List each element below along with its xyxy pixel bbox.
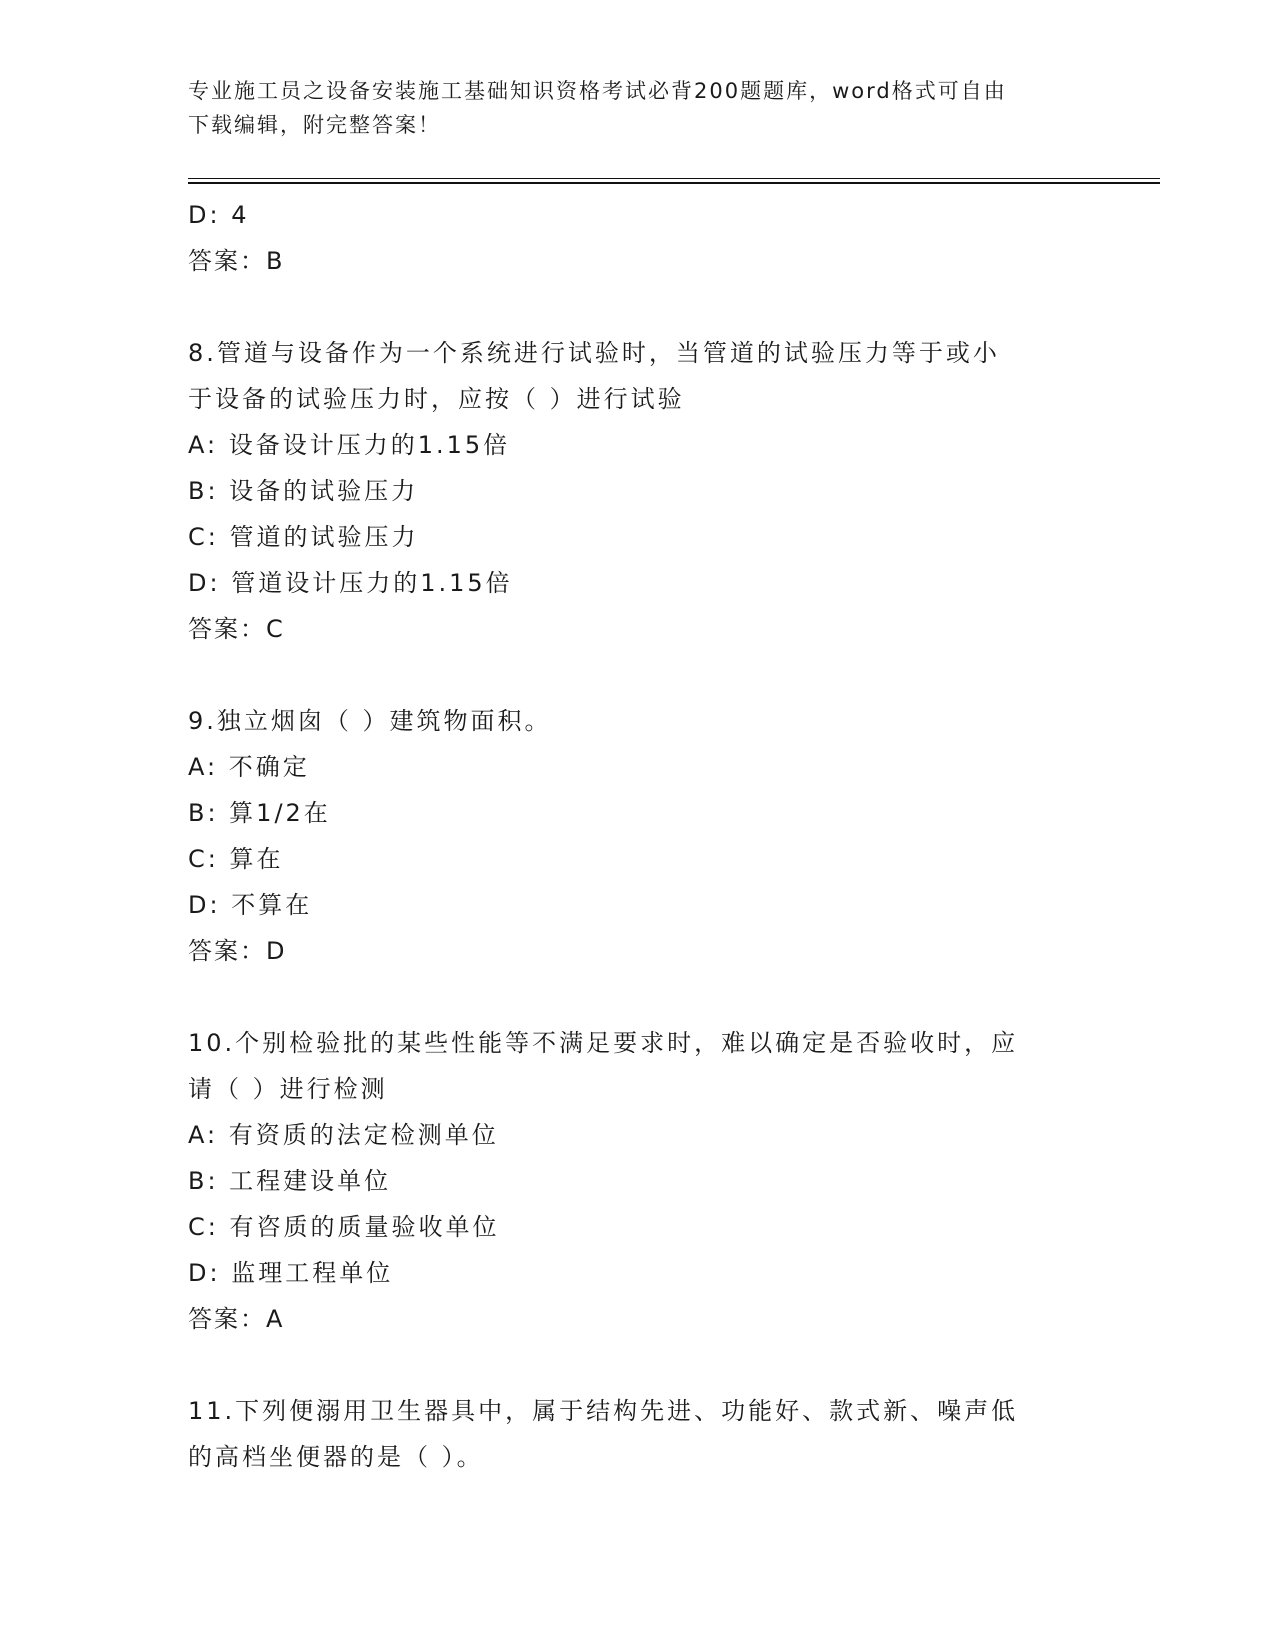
question-9-option-b: B: 算1/2在 [188,799,331,827]
question-10-option-d: D: 监理工程单位 [188,1259,394,1287]
question-8-stem-1: 8.管道与设备作为一个系统进行试验时，当管道的试验压力等于或小 [188,339,1000,367]
question-9-option-d: D: 不算在 [188,891,313,919]
question-10-option-a: A: 有资质的法定检测单位 [188,1121,499,1149]
option-d: D: 4 [188,201,250,229]
question-11-stem-2: 的高档坐便器的是（ ）。 [188,1443,484,1471]
question-11-stem-1: 11.下列便溺用卫生器具中，属于结构先进、功能好、款式新、噪声低 [188,1397,1019,1425]
question-9-answer: 答案：D [188,937,287,965]
question-list [188,192,1088,1480]
question-10-stem-2: 请（ ）进行检测 [188,1075,388,1103]
question-10-option-b: B: 工程建设单位 [188,1167,392,1195]
question-8-option-b: B: 设备的试验压力 [188,477,419,505]
header-line-2: 下载编辑，附完整答案！ [188,113,441,137]
question-10-option-c: C: 有咨质的质量验收单位 [188,1213,500,1241]
question-10-answer: 答案：A [188,1305,285,1333]
question-8-option-a: A: 设备设计压力的1.15倍 [188,431,511,459]
question-8-stem-2: 于设备的试验压力时，应按（ ）进行试验 [188,385,685,413]
header-divider-thick [188,182,1160,184]
document-header [188,74,1078,142]
question-9-option-a: A: 不确定 [188,753,310,781]
header-divider-thin [188,178,1160,179]
question-9-option-c: C: 算在 [188,845,284,873]
question-8-option-c: C: 管道的试验压力 [188,523,419,551]
question-8-option-d: D: 管道设计压力的1.15倍 [188,569,513,597]
question-10-stem-1: 10.个别检验批的某些性能等不满足要求时，难以确定是否验收时，应 [188,1029,1019,1057]
header-line-1: 专业施工员之设备安装施工基础知识资格考试必背200题题库，word格式可自由 [188,79,1007,103]
question-8-answer: 答案：C [188,615,285,643]
answer: 答案：B [188,247,285,275]
question-9-stem-1: 9.独立烟囱（ ）建筑物面积。 [188,707,552,735]
